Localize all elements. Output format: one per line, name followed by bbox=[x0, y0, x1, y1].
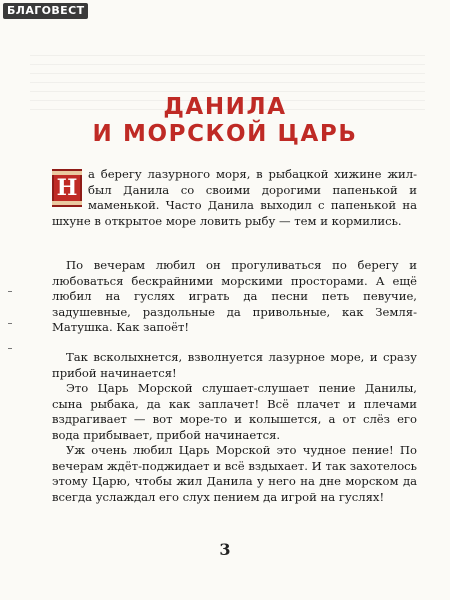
paragraph-3: Так всколыхнется, взволнуется лазурное море, и сразу прибой начинается! bbox=[52, 350, 417, 380]
margin-tick bbox=[8, 291, 12, 292]
dropcap-ornament bbox=[52, 169, 82, 207]
story-title-line-2: И МОРСКОЙ ЦАРЬ bbox=[92, 121, 358, 147]
paragraph-4: Это Царь Морской слушает-слушает пение Данилы, сына рыбака, да как заплачет! Всё плачет и плечами вздрагивает — вот море-то и колышется, а от слёз его вода прибывает, прибой начинается. bbox=[52, 381, 417, 442]
paragraph-1 bbox=[52, 167, 417, 229]
margin-tick bbox=[8, 323, 12, 324]
watermark-logo: БЛАГОВЕСТ bbox=[3, 3, 88, 19]
page-number: 3 bbox=[219, 540, 231, 559]
paragraph-2: По вечерам любил он прогуливаться по берегу и любоваться бескрайними морскими просторами. А ещё любил на гуслях играть да песни петь певучие, задушевные, раздольные да привольные, как Земля-Матушка. Как запоёт! bbox=[52, 258, 417, 335]
margin-tick bbox=[8, 348, 12, 349]
story-title-line-1: ДАНИЛА bbox=[163, 94, 287, 120]
dropcap-letter: Н bbox=[56, 175, 78, 201]
paragraph-1-text: а берегу лазурного моря, в рыбацкой хижине жил-был Данила со своими дорогими папенькой и маменькой. Часто Данила выходил с папенькой на шхуне в открытое море ловить рыбу — тем и кормились. bbox=[52, 167, 417, 228]
paragraph-5: Уж очень любил Царь Морской это чудное пение! По вечерам ждёт-поджидает и всё вздыхает. И так захотелось этому Царю, чтобы жил Данила у него на дне морском да всегда услаждал его слух пением да игрой на гуслях! bbox=[52, 443, 417, 504]
